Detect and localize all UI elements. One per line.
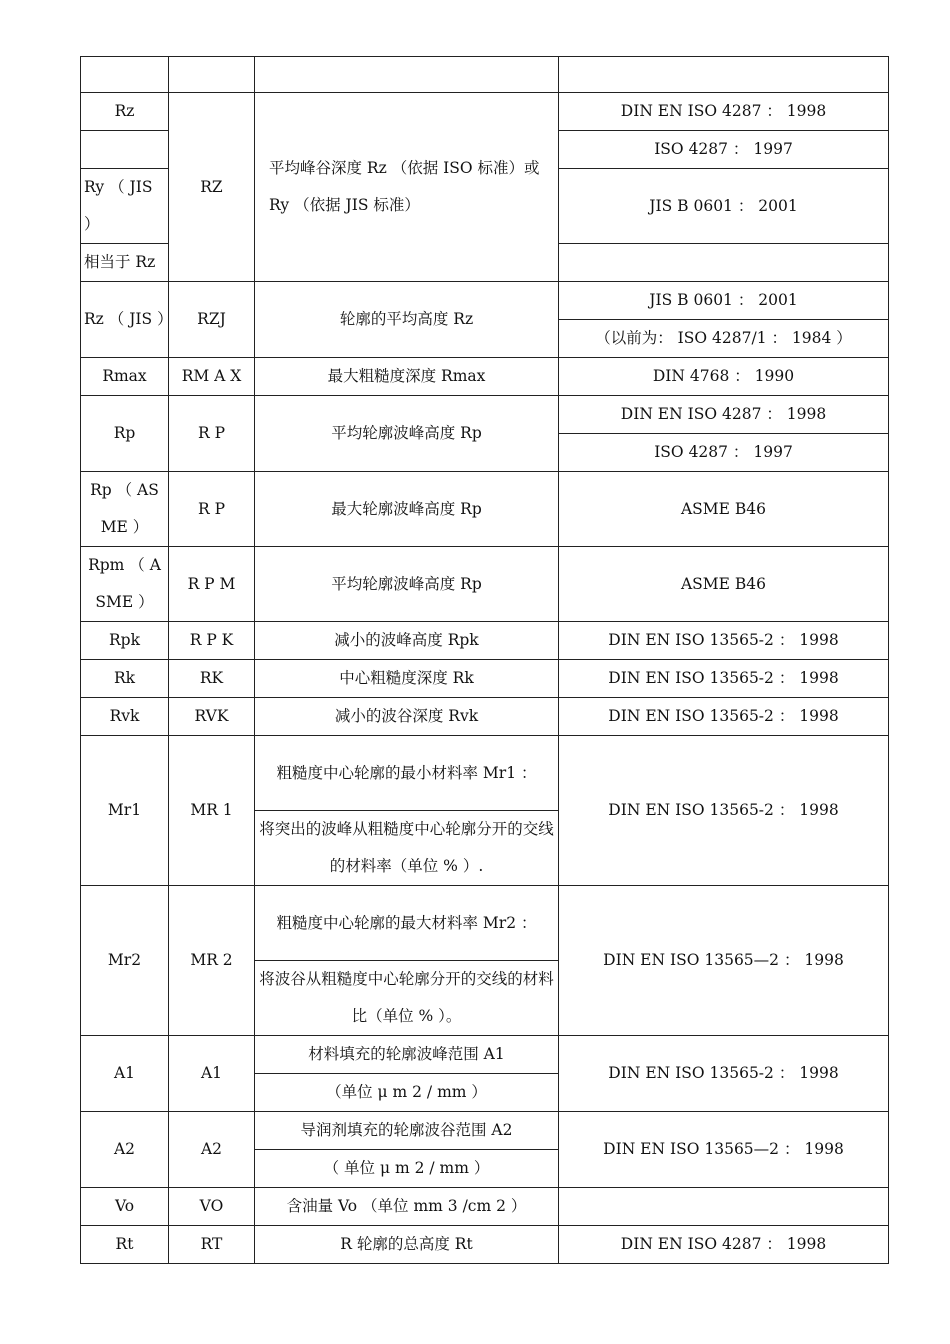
param-standard: DIN EN ISO 4287 ： 1998 [559, 396, 889, 434]
param-standard: ISO 4287 ： 1997 [559, 131, 889, 169]
param-symbol: Mr1 [81, 736, 169, 886]
param-standard [559, 244, 889, 282]
param-code: R P M [169, 547, 255, 622]
param-symbol: Rz [81, 93, 169, 131]
param-symbol: Ry （ JIS ） [81, 169, 169, 244]
param-symbol: A1 [81, 1036, 169, 1112]
table-row [81, 660, 889, 698]
param-description: R 轮廓的总高度 Rt [255, 1226, 559, 1264]
param-description-detail: 将突出的波峰从粗糙度中心轮廓分开的交线的材料率（单位 % ）. [255, 811, 559, 886]
param-standard: DIN EN ISO 13565—2 ： 1998 [559, 1112, 889, 1188]
param-symbol: Mr2 [81, 886, 169, 1036]
param-code: VO [169, 1188, 255, 1226]
param-standard [559, 1188, 889, 1226]
param-symbol: Rk [81, 660, 169, 698]
table-row [81, 547, 889, 622]
param-symbol: Rpk [81, 622, 169, 660]
param-description-unit: （单位 μ m 2 / mm ） [255, 1074, 559, 1112]
param-symbol: 相当于 Rz [81, 244, 169, 282]
param-standard: DIN EN ISO 13565-2 ： 1998 [559, 622, 889, 660]
param-description: 平均轮廓波峰高度 Rp [255, 547, 559, 622]
param-standard: DIN EN ISO 13565-2 ： 1998 [559, 660, 889, 698]
header-cell [559, 57, 889, 93]
param-description: 平均轮廓波峰高度 Rp [255, 396, 559, 472]
param-description: 最大粗糙度深度 Rmax [255, 358, 559, 396]
table-row [81, 1112, 889, 1150]
table-row [81, 93, 889, 131]
param-code: RZ [169, 93, 255, 282]
parameter-table-page [80, 56, 888, 1264]
param-code: A2 [169, 1112, 255, 1188]
param-symbol: Rp （ ASME ） [81, 472, 169, 547]
param-description: 中心粗糙度深度 Rk [255, 660, 559, 698]
param-symbol: Rt [81, 1226, 169, 1264]
header-row [81, 57, 889, 93]
table-row [81, 358, 889, 396]
param-code: MR 2 [169, 886, 255, 1036]
table-row [81, 282, 889, 320]
table-row [81, 698, 889, 736]
param-symbol: A2 [81, 1112, 169, 1188]
table-row [81, 396, 889, 434]
param-description: 含油量 Vo （单位 mm 3 /cm 2 ） [255, 1188, 559, 1226]
param-symbol: Rvk [81, 698, 169, 736]
param-code: RVK [169, 698, 255, 736]
param-description: 最大轮廓波峰高度 Rp [255, 472, 559, 547]
param-standard: ISO 4287 ： 1997 [559, 434, 889, 472]
param-code: R P [169, 472, 255, 547]
param-description: 粗糙度中心轮廓的最大材料率 Mr2 ： [255, 886, 559, 961]
param-description-unit: （ 单位 μ m 2 / mm ） [255, 1150, 559, 1188]
param-standard: JIS B 0601 ： 2001 [559, 282, 889, 320]
param-symbol: Rz （ JIS ） [81, 282, 169, 358]
param-description: 减小的波峰高度 Rpk [255, 622, 559, 660]
param-standard: DIN EN ISO 4287 ： 1998 [559, 93, 889, 131]
param-standard: DIN EN ISO 13565-2 ： 1998 [559, 698, 889, 736]
param-code: RK [169, 660, 255, 698]
param-standard: ASME B46 [559, 547, 889, 622]
param-symbol: Vo [81, 1188, 169, 1226]
param-symbol: Rmax [81, 358, 169, 396]
param-symbol [81, 131, 169, 169]
param-standard: （以前为： ISO 4287/1 ： 1984 ） [559, 320, 889, 358]
table-row [81, 886, 889, 961]
param-description: 平均峰谷深度 Rz （依据 ISO 标准）或 Ry （依据 JIS 标准） [255, 93, 559, 282]
param-code: RZJ [169, 282, 255, 358]
table-row [81, 472, 889, 547]
header-cell [81, 57, 169, 93]
table-row [81, 1226, 889, 1264]
param-code: RT [169, 1226, 255, 1264]
roughness-parameter-table [80, 56, 889, 1264]
table-row [81, 1188, 889, 1226]
param-code: R P [169, 396, 255, 472]
param-description: 材料填充的轮廓波峰范围 A1 [255, 1036, 559, 1074]
header-cell [169, 57, 255, 93]
param-description: 粗糙度中心轮廓的最小材料率 Mr1 ： [255, 736, 559, 811]
param-standard: JIS B 0601 ： 2001 [559, 169, 889, 244]
param-code: A1 [169, 1036, 255, 1112]
param-symbol: Rp [81, 396, 169, 472]
param-code: MR 1 [169, 736, 255, 886]
param-description-detail: 将波谷从粗糙度中心轮廓分开的交线的材料比（单位 % ）。 [255, 961, 559, 1036]
param-code: RM A X [169, 358, 255, 396]
param-description: 轮廓的平均高度 Rz [255, 282, 559, 358]
param-code: R P K [169, 622, 255, 660]
param-standard: DIN EN ISO 13565—2 ： 1998 [559, 886, 889, 1036]
param-description: 减小的波谷深度 Rvk [255, 698, 559, 736]
param-symbol: Rpm （ ASME ） [81, 547, 169, 622]
param-standard: DIN 4768 ： 1990 [559, 358, 889, 396]
param-standard: DIN EN ISO 13565-2 ： 1998 [559, 736, 889, 886]
param-standard: DIN EN ISO 4287 ： 1998 [559, 1226, 889, 1264]
table-row [81, 1036, 889, 1074]
table-row [81, 736, 889, 811]
header-cell [255, 57, 559, 93]
param-standard: DIN EN ISO 13565-2 ： 1998 [559, 1036, 889, 1112]
param-standard: ASME B46 [559, 472, 889, 547]
table-row [81, 622, 889, 660]
param-description: 导润剂填充的轮廓波谷范围 A2 [255, 1112, 559, 1150]
